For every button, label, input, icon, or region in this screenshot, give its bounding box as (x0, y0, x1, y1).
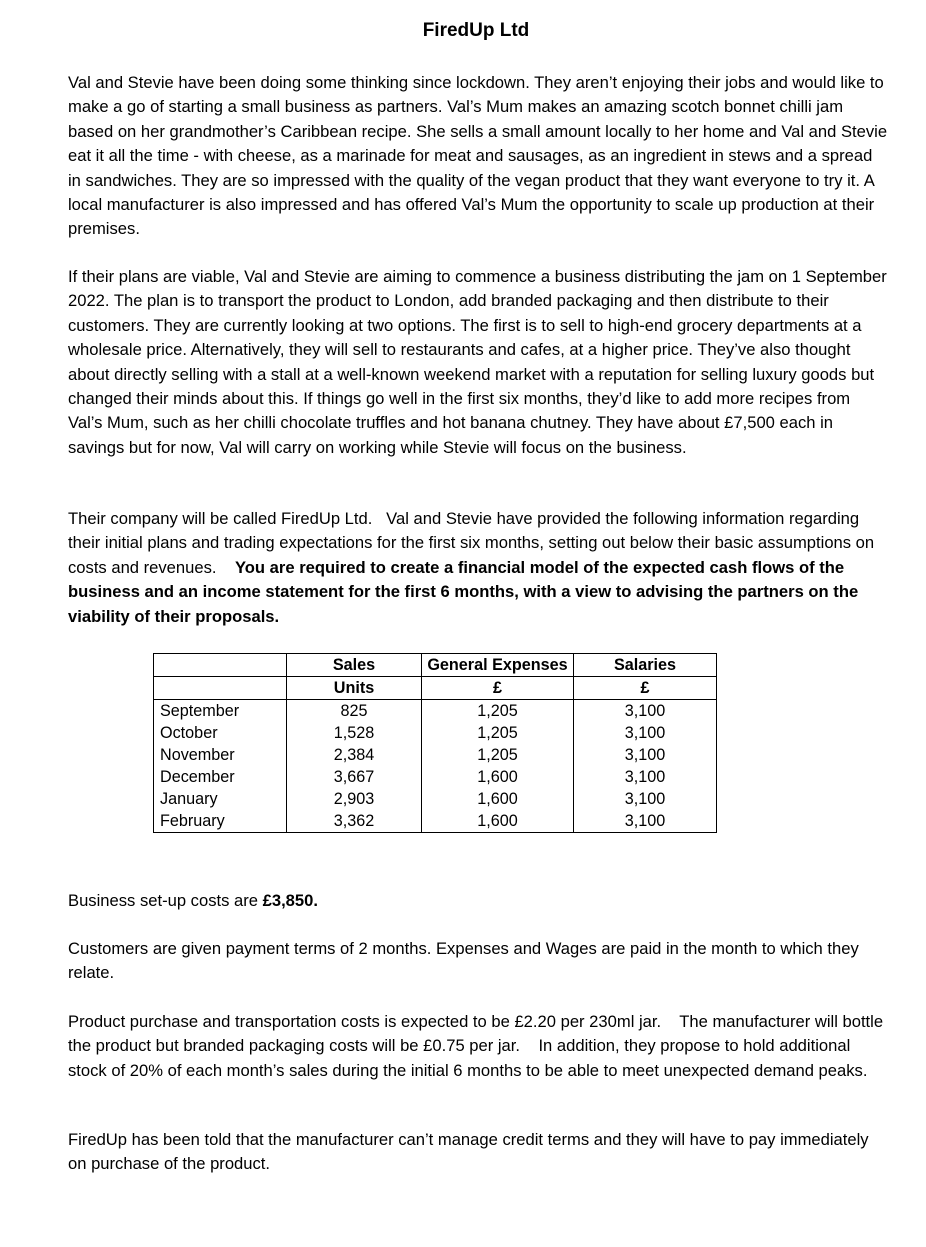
month-cell: November (154, 744, 287, 766)
setup-cost-value: £3,850. (262, 891, 318, 910)
trading-expectations-table (153, 653, 717, 833)
table-row (154, 788, 717, 810)
paragraph-text: If their plans are viable, Val and Stevie are aiming to commence a business distributing the jam on 1 September 2022. The plan is to transport the product to London, add branded packaging and then distribute to their customers. They are currently looking at two options. The first is to sell to high-end grocery departments at a wholesale price. Alternatively, they will sell to restaurants and cafes, at a higher price. They’ve also thought about directly selling with a stall at a well-known weekend market with a reputation for selling luxury goods but changed their minds about this. If things go well in the first six months, they’d like to add more recipes from Val’s Mum, such as her chilli chocolate truffles and hot banana chutney. They have about £7,500 each in savings but for now, Val will carry on working while Stevie will focus on the business. (68, 267, 887, 457)
paragraph-text: Customers are given payment terms of 2 months. Expenses and Wages are paid in the month to which they relate. (68, 939, 859, 983)
salaries-cell: 3,100 (574, 744, 717, 766)
salaries-cell: 3,100 (574, 722, 717, 744)
paragraph-bold-text: You are required to create a financial model of the expected cash flows of the business and an income statement for the first 6 months, with a view to advising the partners on the viability of their proposals. (68, 557, 859, 626)
paragraph-normal-text: Business set-up costs are (68, 891, 263, 910)
paragraph-text (68, 889, 888, 913)
requirements-paragraph (68, 507, 888, 629)
intro-paragraph (68, 71, 888, 242)
plans-paragraph (68, 265, 888, 460)
table-row (154, 700, 717, 723)
salaries-cell: 3,100 (574, 788, 717, 810)
general-expenses-cell: 1,205 (422, 722, 574, 744)
month-cell: December (154, 766, 287, 788)
table-header-cell: Salaries (574, 654, 717, 677)
month-cell: September (154, 700, 287, 723)
salaries-cell: 3,100 (574, 700, 717, 723)
sales-units-cell: 825 (287, 700, 422, 723)
salaries-cell: 3,100 (574, 810, 717, 833)
table-header-cell: General Expenses (422, 654, 574, 677)
table-header-row (154, 654, 717, 677)
table-row (154, 722, 717, 744)
table-row (154, 744, 717, 766)
payment-terms-paragraph (68, 937, 888, 986)
general-expenses-cell: 1,600 (422, 766, 574, 788)
paragraph-text: Product purchase and transportation costs is expected to be £2.20 per 230ml jar. The manufacturer will bottle the product but branded packaging costs will be £0.75 per jar. In addition, they propose to hold additional stock of 20% of each month’s sales during the initial 6 months to be able to meet unexpected demand peaks. (68, 1012, 888, 1080)
table-header-cell (154, 677, 287, 700)
sales-units-cell: 2,903 (287, 788, 422, 810)
product-costs-paragraph (68, 1010, 888, 1083)
general-expenses-cell: 1,205 (422, 744, 574, 766)
sales-units-cell: 3,667 (287, 766, 422, 788)
general-expenses-cell: 1,600 (422, 788, 574, 810)
table-header-cell (154, 654, 287, 677)
setup-costs-paragraph (68, 889, 888, 913)
month-cell: October (154, 722, 287, 744)
sales-units-cell: 1,528 (287, 722, 422, 744)
paragraph-text: Val and Stevie have been doing some thinking since lockdown. They aren’t enjoying their jobs and would like to make a go of starting a small business as partners. Val’s Mum makes an amazing scotch bonnet chilli jam based on her grandmother’s Caribbean recipe. She sells a small amount locally to her home and Val and Stevie eat it all the time - with cheese, as a marinade for meat and sausages, as an ingredient in stews and a spread in sandwiches. They are so impressed with the quality of the vegan product that they want everyone to try it. A local manufacturer is also impressed and has offered Val’s Mum the opportunity to scale up production at their premises. (68, 73, 888, 239)
month-cell: January (154, 788, 287, 810)
paragraph-text (68, 507, 888, 629)
general-expenses-cell: 1,600 (422, 810, 574, 833)
document-title: FiredUp Ltd (422, 20, 530, 41)
table-header-cell: £ (422, 677, 574, 700)
sales-units-cell: 2,384 (287, 744, 422, 766)
salaries-cell: 3,100 (574, 766, 717, 788)
table-header-cell: Sales (287, 654, 422, 677)
general-expenses-cell: 1,205 (422, 700, 574, 723)
table-header-cell: £ (574, 677, 717, 700)
paragraph-normal-text: Their company will be called FiredUp Ltd. Val and Stevie have provided the following information regarding their initial plans and trading expectations for the first six months, setting out below their basic assumptions on costs and revenues. (68, 509, 879, 577)
table-header-row (154, 677, 717, 700)
table-header-cell: Units (287, 677, 422, 700)
month-cell: February (154, 810, 287, 833)
table-row (154, 810, 717, 833)
table-row (154, 766, 717, 788)
sales-units-cell: 3,362 (287, 810, 422, 833)
paragraph-text: FiredUp has been told that the manufacturer can’t manage credit terms and they will have to pay immediately on purchase of the product. (68, 1130, 869, 1174)
credit-terms-paragraph (68, 1128, 888, 1177)
